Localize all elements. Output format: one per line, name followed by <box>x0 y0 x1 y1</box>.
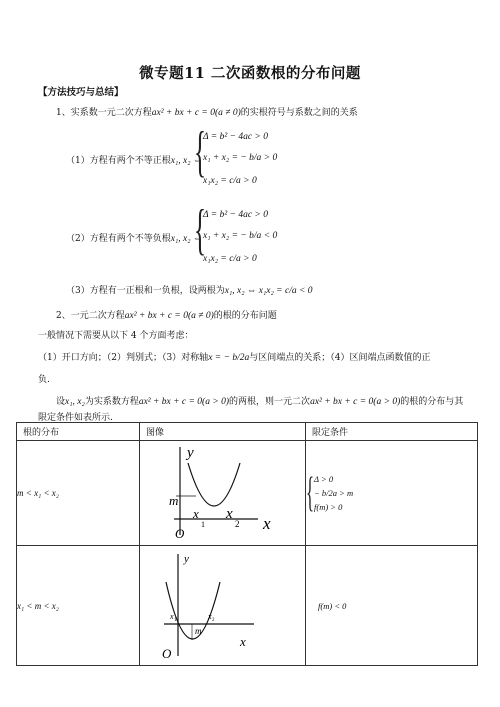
row2-cond-1: f(m) < 0 <box>318 600 347 611</box>
axis-formula: x = − b/2a <box>208 353 250 363</box>
case1-vars: x₁, x₂ ⇔ <box>170 156 203 166</box>
row2-x1-sub: 1 <box>174 618 177 623</box>
case1-line1: Δ = b² − 4ac > 0 <box>203 132 268 142</box>
row1-brace: { <box>306 470 315 516</box>
row1-parabola <box>188 463 240 506</box>
header-graph: 图像 <box>140 423 306 441</box>
table-row <box>17 546 478 666</box>
table-row <box>17 441 478 546</box>
row2-x1-label: x <box>170 612 174 621</box>
paragraph-5: 设x₁, x₂为实系数方程ax² + bx + c = 0(a > 0)的两根，则一元二次ax² + bx + c = 0(a > 0)的根的分布与其 <box>56 397 464 407</box>
row2-origin-label: O <box>162 646 172 661</box>
row2-x2-label: x <box>208 612 212 621</box>
p2-equation: ax² + bx + c = 0(a ≠ 0) <box>124 311 214 321</box>
case2-line3: x₁x₂ = c/a > 0 <box>203 254 257 264</box>
row1-cond-2: − b/2a > m <box>314 488 354 498</box>
row2-conditions <box>306 546 478 666</box>
case1-line2: x₁ + x₂ = − b/a > 0 <box>203 153 278 163</box>
row2-graph <box>140 546 306 666</box>
case3-label: （3）方程有一正根和一负根，设两根为x₁, x₂ ⇔ x₁x₂ = c/a < 0 <box>66 286 313 296</box>
row2-m-label: m <box>195 626 202 636</box>
case2-label: （2）方程有两个不等负根x₁, x₂ ⇔ <box>66 234 203 244</box>
section-heading: 【方法技巧与总结】 <box>38 87 124 98</box>
paragraph-2: 2、一元二次方程ax² + bx + c = 0(a ≠ 0)的根的分布问题 <box>56 311 277 321</box>
row1-x2-sub: 2 <box>235 519 240 529</box>
case1-line3: x₁x₂ = c/a > 0 <box>203 176 257 186</box>
p1-tail: 的实根符号与系数之间的关系 <box>240 108 358 118</box>
case2-vars: x₁, x₂ ⇔ <box>170 234 203 244</box>
row1-graph <box>140 441 306 546</box>
row1-origin-label: O <box>175 526 185 541</box>
case2-line2: x₁ + x₂ = − b/a < 0 <box>203 231 278 241</box>
paragraph-4: （1）开口方向；（2）判别式；（3）对称轴x = − b/2a与区间端点的关系；（4）区间端点函数值的正 <box>38 353 431 363</box>
header-distribution: 根的分布 <box>17 423 140 441</box>
row1-x2-label: x <box>226 506 233 522</box>
row1-y-label: y <box>187 445 194 461</box>
paragraph-3: 一般情况下需要从以下 4 个方面考虑： <box>38 331 194 341</box>
row1-x1-sub: 1 <box>201 520 205 529</box>
row1-cond-1: Δ > 0 <box>314 474 334 484</box>
case2-line1: Δ = b² − 4ac > 0 <box>203 210 268 220</box>
p1-lead: 1、实系数一元二次方程 <box>56 108 152 118</box>
row1-conditions <box>306 441 478 546</box>
row2-parabola-graph <box>140 546 306 665</box>
row1-condition-list <box>314 472 353 514</box>
paragraph-5-cont: 限定条件如表所示. <box>38 413 113 423</box>
header-conditions: 限定条件 <box>306 423 478 441</box>
p1-equation: ax² + bx + c = 0(a ≠ 0) <box>151 108 241 118</box>
page-title: 微专题11 二次函数根的分布问题 <box>139 65 361 82</box>
row2-parabola <box>166 582 220 639</box>
paragraph-4-cont: 负. <box>38 375 50 385</box>
row2-x2-sub: 2 <box>212 618 215 623</box>
row1-x-label: x <box>263 514 271 533</box>
row1-cond-3: f(m) > 0 <box>314 502 343 512</box>
row1-x1-label: x <box>193 506 199 521</box>
row1-m-label: m <box>169 493 179 508</box>
paragraph-1 <box>56 105 358 118</box>
row2-distribution: x₁ < m < x₂ <box>17 546 140 666</box>
table-header-row <box>17 423 478 441</box>
case1-label: （1）方程有两个不等正根x₁, x₂ ⇔ <box>66 156 203 166</box>
row2-y-label: y <box>184 553 189 565</box>
row1-parabola-graph <box>140 441 306 545</box>
case3-math: x₁, x₂ ⇔ x₁x₂ = c/a < 0 <box>224 286 313 296</box>
root-distribution-table <box>16 422 478 666</box>
case2-brace: { <box>194 199 207 261</box>
row1-distribution: m < x₁ < x₂ <box>17 441 140 546</box>
case1-brace: { <box>194 121 207 183</box>
row2-x-label: x <box>240 634 246 649</box>
